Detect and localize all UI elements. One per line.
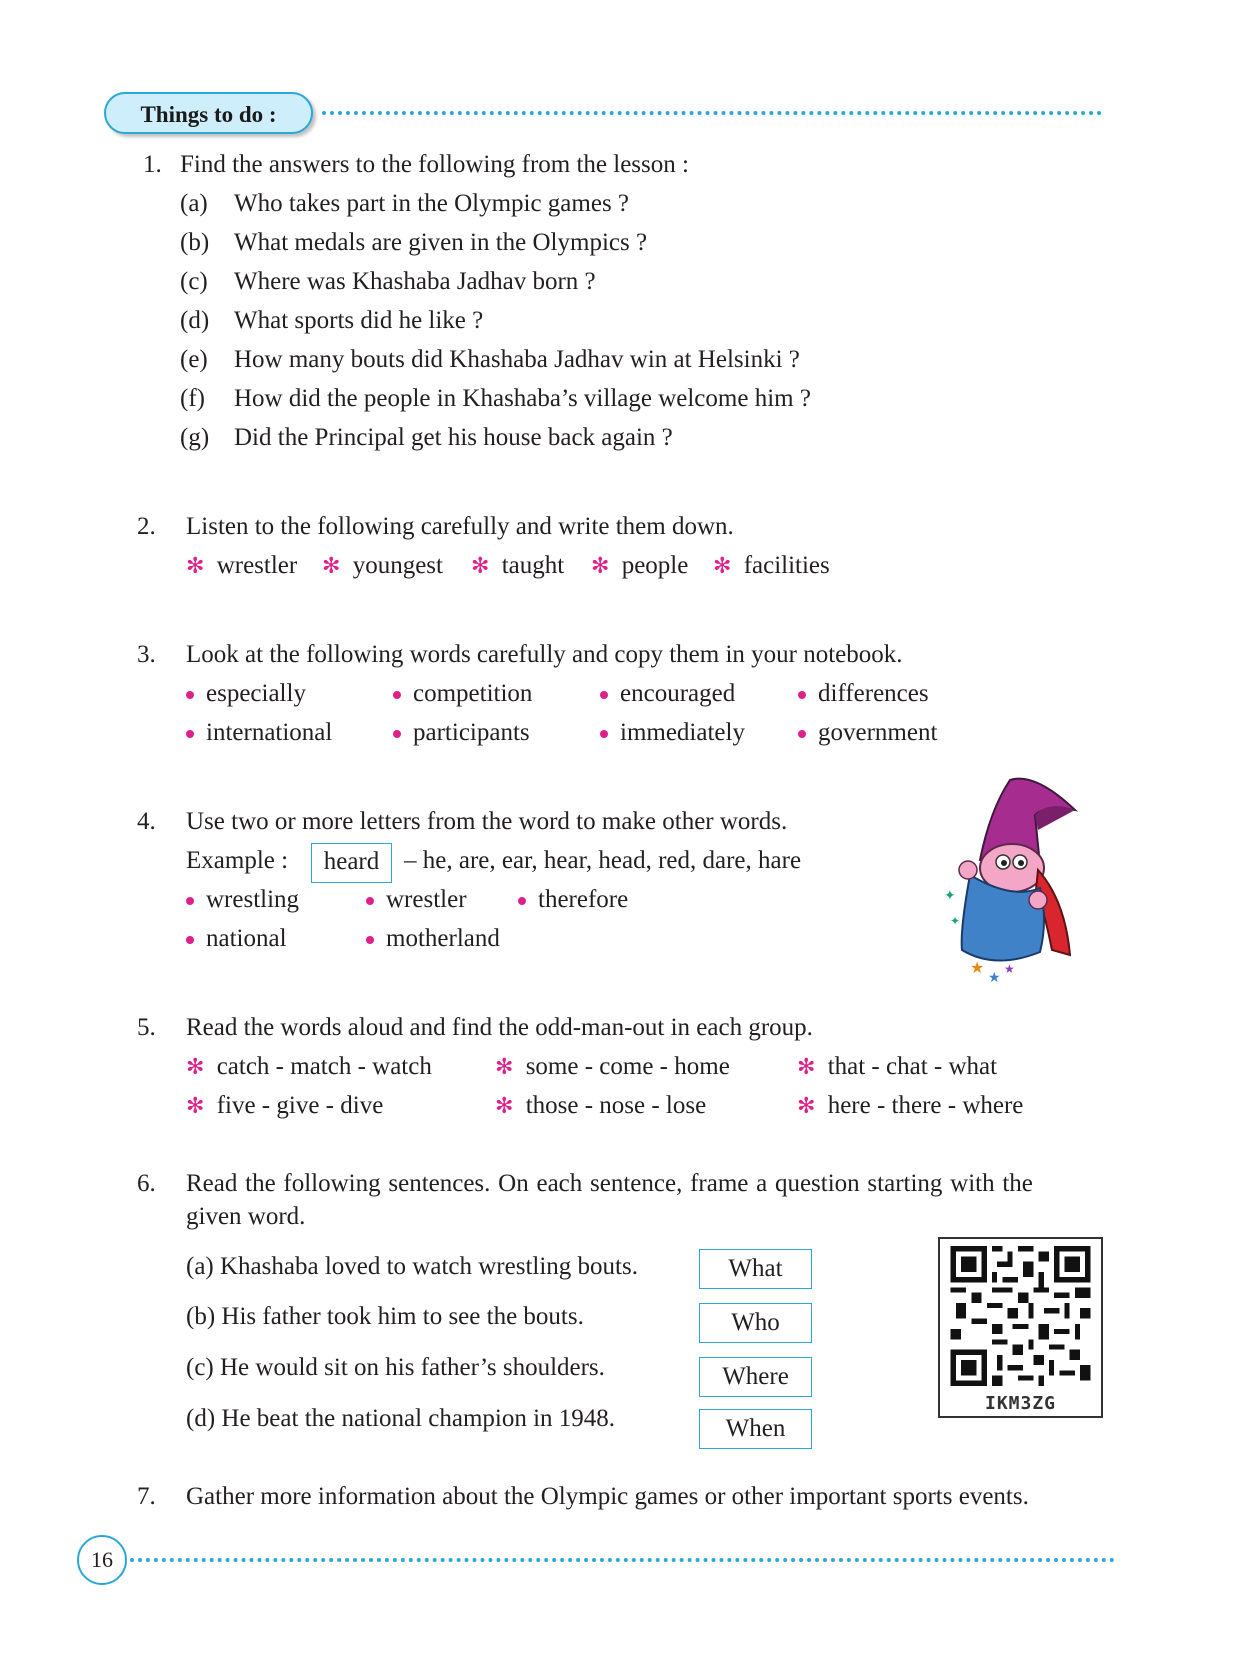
q5-group: here - there - where bbox=[827, 1092, 1024, 1119]
asterisk-icon: ✻ bbox=[471, 554, 490, 579]
asterisk-icon: ✻ bbox=[322, 554, 341, 579]
q5-group: that - chat - what bbox=[827, 1053, 998, 1080]
q1-item-text: What sports did he like ? bbox=[234, 307, 484, 334]
bullet-icon bbox=[186, 691, 194, 699]
q4-text: Use two or more letters from the word to make other words. bbox=[186, 808, 788, 835]
list-item bbox=[797, 1052, 997, 1083]
qr-code-caption: IKM3ZG bbox=[984, 1393, 1057, 1414]
q1-item-text: What medals are given in the Olympics ? bbox=[234, 229, 648, 256]
list-item bbox=[186, 1052, 432, 1083]
q2-word: wrestler bbox=[216, 552, 298, 579]
question-word-box: Where bbox=[699, 1357, 812, 1397]
svg-text:★: ★ bbox=[1004, 962, 1015, 976]
list-item bbox=[600, 718, 745, 748]
q3-word: government bbox=[818, 719, 938, 746]
list-item bbox=[798, 718, 937, 748]
q1-item-label: (c) bbox=[180, 268, 208, 295]
q6-text-line2: given word. bbox=[186, 1203, 306, 1230]
list-item bbox=[393, 679, 532, 709]
q3-text: Look at the following words carefully and copy them in your notebook. bbox=[186, 641, 903, 668]
section-title: Things to do : bbox=[104, 92, 313, 134]
qr-code[interactable] bbox=[938, 1237, 1103, 1418]
q3-word: participants bbox=[413, 719, 530, 746]
asterisk-icon: ✻ bbox=[495, 1094, 514, 1119]
svg-text:✦: ✦ bbox=[944, 888, 956, 904]
q4-word: national bbox=[206, 925, 287, 952]
qr-code-icon bbox=[940, 1241, 1101, 1391]
q6-sentence: (c) He would sit on his father’s shoulders. bbox=[186, 1354, 605, 1381]
bullet-icon bbox=[798, 691, 806, 699]
list-item bbox=[495, 1091, 706, 1122]
q4-example-label: Example : bbox=[186, 847, 289, 874]
bullet-icon bbox=[798, 730, 806, 738]
asterisk-icon: ✻ bbox=[186, 1055, 205, 1080]
q5-group: those - nose - lose bbox=[525, 1092, 707, 1119]
list-item bbox=[798, 679, 929, 709]
list-item bbox=[591, 551, 688, 582]
q3-word: international bbox=[206, 719, 333, 746]
list-item bbox=[186, 924, 287, 954]
q1-item-text: Did the Principal get his house back again ? bbox=[234, 424, 673, 451]
q2-text: Listen to the following carefully and write them down. bbox=[186, 513, 734, 540]
q4-word: wrestling bbox=[206, 886, 300, 913]
q5-number: 5. bbox=[137, 1014, 156, 1041]
q5-group: some - come - home bbox=[525, 1053, 730, 1080]
list-item bbox=[366, 885, 467, 915]
list-item bbox=[518, 885, 628, 915]
bullet-icon bbox=[366, 897, 374, 905]
list-item bbox=[393, 718, 530, 748]
q6-sentence: (d) He beat the national champion in 1948. bbox=[186, 1405, 616, 1432]
question-word-box: Who bbox=[699, 1303, 812, 1343]
bullet-icon bbox=[518, 897, 526, 905]
list-item bbox=[471, 551, 564, 582]
q1-number: 1. bbox=[143, 151, 162, 178]
list-item bbox=[366, 924, 500, 954]
question-word-box: When bbox=[699, 1409, 812, 1449]
asterisk-icon: ✻ bbox=[495, 1055, 514, 1080]
list-item bbox=[797, 1091, 1023, 1122]
asterisk-icon: ✻ bbox=[186, 554, 205, 579]
q4-example-answer: – he, are, ear, hear, head, red, dare, hare bbox=[404, 847, 802, 874]
bullet-icon bbox=[393, 730, 401, 738]
q6-number: 6. bbox=[137, 1170, 156, 1197]
q3-number: 3. bbox=[137, 641, 156, 668]
bullet-icon bbox=[366, 936, 374, 944]
q4-number: 4. bbox=[137, 808, 156, 835]
asterisk-icon: ✻ bbox=[797, 1094, 816, 1119]
asterisk-icon: ✻ bbox=[591, 554, 610, 579]
list-item bbox=[600, 679, 735, 709]
q1-item-label: (d) bbox=[180, 307, 210, 334]
q1-item-label: (f) bbox=[180, 385, 205, 412]
q4-word: therefore bbox=[538, 886, 629, 913]
footer-dotted-rule bbox=[130, 1558, 1115, 1562]
q6-sentence: (b) His father took him to see the bouts. bbox=[186, 1303, 584, 1330]
page-number: 16 bbox=[77, 1535, 127, 1585]
asterisk-icon: ✻ bbox=[713, 554, 732, 579]
list-item bbox=[322, 551, 443, 582]
asterisk-icon: ✻ bbox=[797, 1055, 816, 1080]
q3-word: encouraged bbox=[620, 680, 736, 707]
q1-item-label: (e) bbox=[180, 346, 208, 373]
bullet-icon bbox=[186, 897, 194, 905]
list-item bbox=[186, 718, 332, 748]
q1-item-text: How many bouts did Khashaba Jadhav win at Helsinki ? bbox=[234, 346, 800, 373]
q1-item-label: (b) bbox=[180, 229, 210, 256]
q5-group: five - give - dive bbox=[216, 1092, 384, 1119]
q7-number: 7. bbox=[137, 1483, 156, 1510]
q7-text: Gather more information about the Olympic games or other important sports events. bbox=[186, 1483, 1029, 1510]
q4-word: wrestler bbox=[386, 886, 467, 913]
q2-word: youngest bbox=[352, 552, 443, 579]
bullet-icon bbox=[393, 691, 401, 699]
example-word-box: heard bbox=[311, 843, 392, 883]
question-word-box: What bbox=[699, 1249, 812, 1289]
header-dotted-rule bbox=[322, 111, 1102, 115]
list-item bbox=[186, 885, 299, 915]
q1-item-text: Where was Khashaba Jadhav born ? bbox=[234, 268, 596, 295]
q3-word: especially bbox=[206, 680, 306, 707]
asterisk-icon: ✻ bbox=[186, 1094, 205, 1119]
wizard-illustration bbox=[940, 770, 1100, 990]
q1-item-text: How did the people in Khashaba’s village welcome him ? bbox=[234, 385, 811, 412]
svg-text:★: ★ bbox=[988, 970, 1001, 986]
svg-text:✦: ✦ bbox=[950, 914, 961, 928]
q3-word: competition bbox=[413, 680, 533, 707]
q3-word: immediately bbox=[620, 719, 745, 746]
bullet-icon bbox=[186, 730, 194, 738]
q1-text: Find the answers to the following from the lesson : bbox=[180, 151, 689, 178]
q5-group: catch - match - watch bbox=[216, 1053, 432, 1080]
q1-item-label: (a) bbox=[180, 190, 208, 217]
q5-text: Read the words aloud and find the odd-man-out in each group. bbox=[186, 1014, 813, 1041]
q2-word: facilities bbox=[743, 552, 830, 579]
q1-item-text: Who takes part in the Olympic games ? bbox=[234, 190, 630, 217]
list-item bbox=[495, 1052, 730, 1083]
q4-word: motherland bbox=[386, 925, 500, 952]
list-item bbox=[186, 1091, 383, 1122]
q2-word: taught bbox=[501, 552, 565, 579]
bullet-icon bbox=[186, 936, 194, 944]
list-item bbox=[713, 551, 830, 582]
list-item bbox=[186, 551, 297, 582]
q3-word: differences bbox=[818, 680, 929, 707]
bullet-icon bbox=[600, 730, 608, 738]
q6-text-line1: Read the following sentences. On each sentence, frame a question starting with the bbox=[186, 1170, 1033, 1197]
q1-item-label: (g) bbox=[180, 424, 210, 451]
q2-word: people bbox=[621, 552, 689, 579]
q6-sentence: (a) Khashaba loved to watch wrestling bouts. bbox=[186, 1253, 638, 1280]
svg-text:★: ★ bbox=[970, 958, 985, 977]
q2-number: 2. bbox=[137, 513, 156, 540]
bullet-icon bbox=[600, 691, 608, 699]
list-item bbox=[186, 679, 306, 709]
